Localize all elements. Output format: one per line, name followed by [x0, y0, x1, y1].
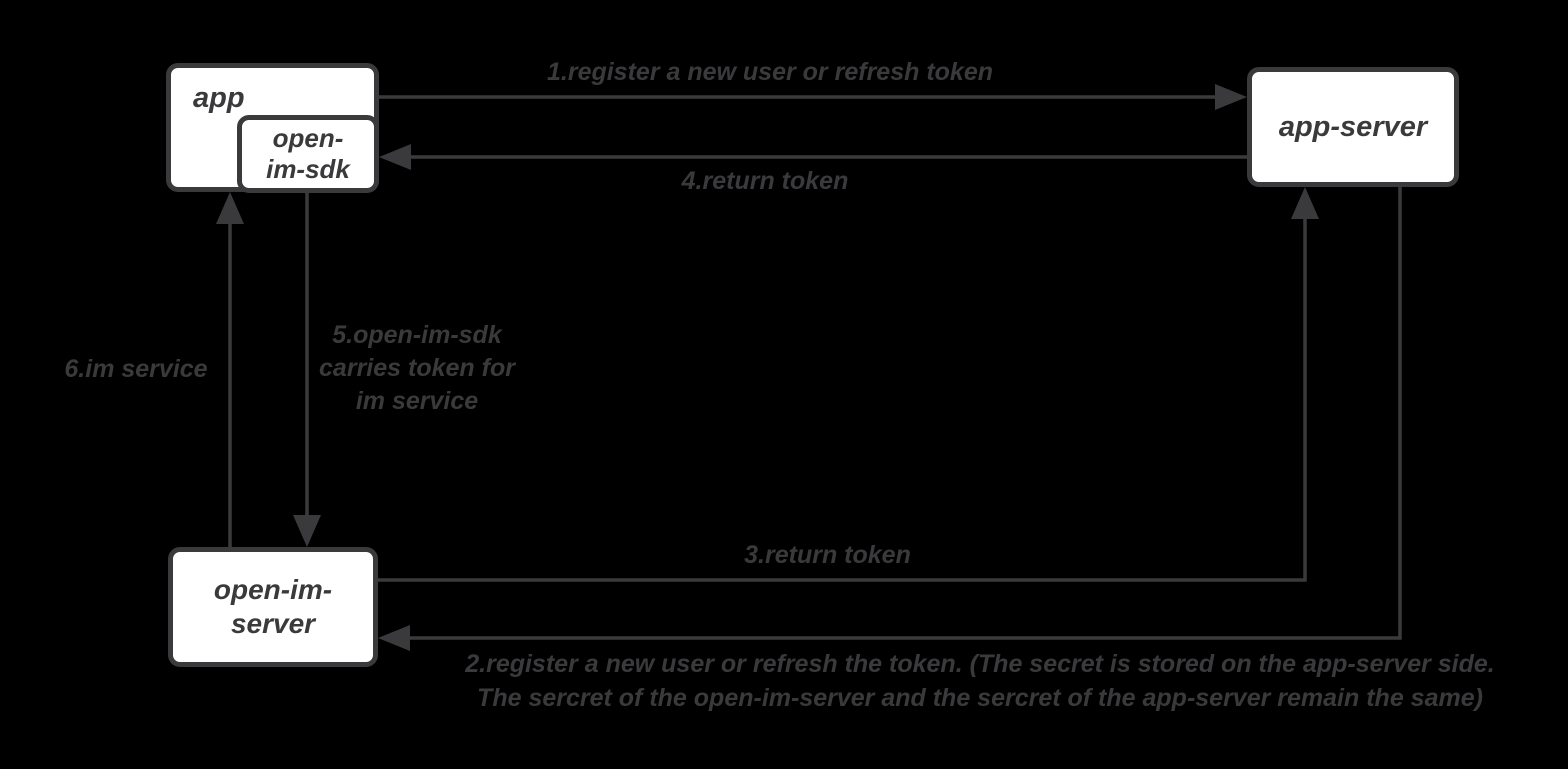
arrowhead-right-icon: [1215, 84, 1247, 110]
open-im-sdk-node: [237, 115, 379, 193]
edge-label-im-service: 6.im service: [64, 355, 208, 383]
edge-label-line: 2.register a new user or refresh the token. (The secret is stored on the app-server side.: [465, 650, 1495, 678]
edge-label-register-token: 1.register a new user or refresh token: [546, 58, 993, 86]
arrowhead-up-icon: [1291, 187, 1319, 219]
app-node-label: app: [193, 82, 245, 114]
arrowhead-left-icon: [379, 144, 411, 170]
app-server-node-label: app-server: [1278, 110, 1428, 143]
edge-label-return-token-sdk: 4.return token: [681, 167, 849, 195]
edge-label-line: im service: [355, 387, 479, 415]
open-im-server-node-label: open-im-: [213, 574, 333, 605]
open-im-sdk-node-label: im-sdk: [266, 154, 350, 184]
edge-label-register-secret: [400, 647, 1560, 715]
app-server-node: [1247, 67, 1459, 187]
arrowhead-down-icon: [293, 515, 321, 547]
edge-label-line: carries token for: [319, 354, 515, 382]
open-im-server-node-label: server: [230, 608, 316, 639]
edge-label-return-token-appserver: 3.return token: [744, 541, 911, 569]
edge-label-line: The sercret of the open-im-server and the sercret of the app-server remain the same): [477, 684, 1483, 712]
edge-label-sdk-carries-token: [288, 319, 546, 418]
open-im-sdk-node-label: open-: [272, 123, 344, 153]
arrowhead-up-icon: [216, 192, 244, 224]
edge-label-line: 5.open-im-sdk: [332, 321, 502, 349]
open-im-server-node: [168, 547, 378, 667]
